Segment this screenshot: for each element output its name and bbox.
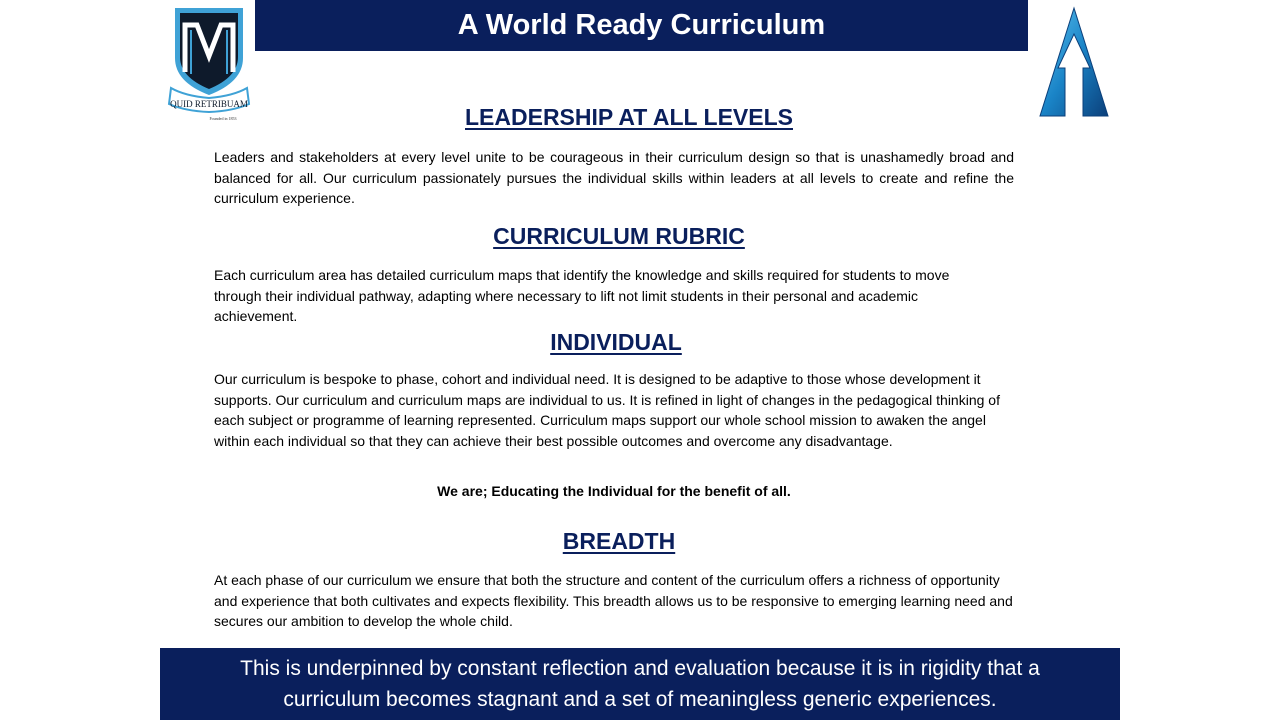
footer-text: This is underpinned by constant reflection and evaluation because it is in rigidity that a curriculum becomes stagnant and a set of meaningless generic experiences. — [240, 657, 1040, 711]
para-individual: Our curriculum is bespoke to phase, cohort and individual need. It is designed to be adaptive to those whose development it supports. Our curriculum and curriculum maps are individual to us. It is refined in light of changes in the pedagogical thinking of each subject or programme of learning represented. Curriculum maps support our whole school mission to awaken the angel within each individual so that they can achieve their best possible outcomes and overcome any disadvantage. — [214, 371, 1000, 449]
para-curriculum-rubric: Each curriculum area has detailed curriculum maps that identify the knowledge and skills required for students to move through their individual pathway, adapting where necessary to lift not limit students in their personal and academic achievement. — [214, 267, 950, 325]
para-leadership: Leaders and stakeholders at every level unite to be courageous in their curriculum design so that is unashamedly broad and balanced for all. Our curriculum passionately pursues the individual skills within leaders at all levels to create and refine the curriculum experience. — [214, 149, 1014, 207]
para-breadth: At each phase of our curriculum we ensure that both the structure and content of the curriculum offers a richness of opportunity and experience that both cultivates and expects flexibility. This breadth allows us to be responsive to emerging learning need and secures our ambition to develop the whole child. — [214, 572, 1013, 630]
crest-founded: Founded in 1853 — [209, 116, 237, 121]
page-title-bar — [255, 0, 1028, 51]
heading-individual: INDIVIDUAL — [550, 329, 682, 355]
heading-breadth: BREADTH — [562, 528, 676, 554]
heading-curriculum-rubric: CURRICULUM RUBRIC — [493, 223, 745, 249]
page-title: A World Ready Curriculum — [457, 9, 826, 41]
footer-banner — [160, 648, 1120, 720]
arrow-a-logo-icon — [1036, 6, 1112, 120]
mission-motto: We are; Educating the Individual for the benefit of all. — [437, 483, 791, 499]
crest-motto: QUID RETRIBUAM — [170, 99, 248, 109]
heading-leadership: LEADERSHIP AT ALL LEVELS — [465, 104, 793, 130]
